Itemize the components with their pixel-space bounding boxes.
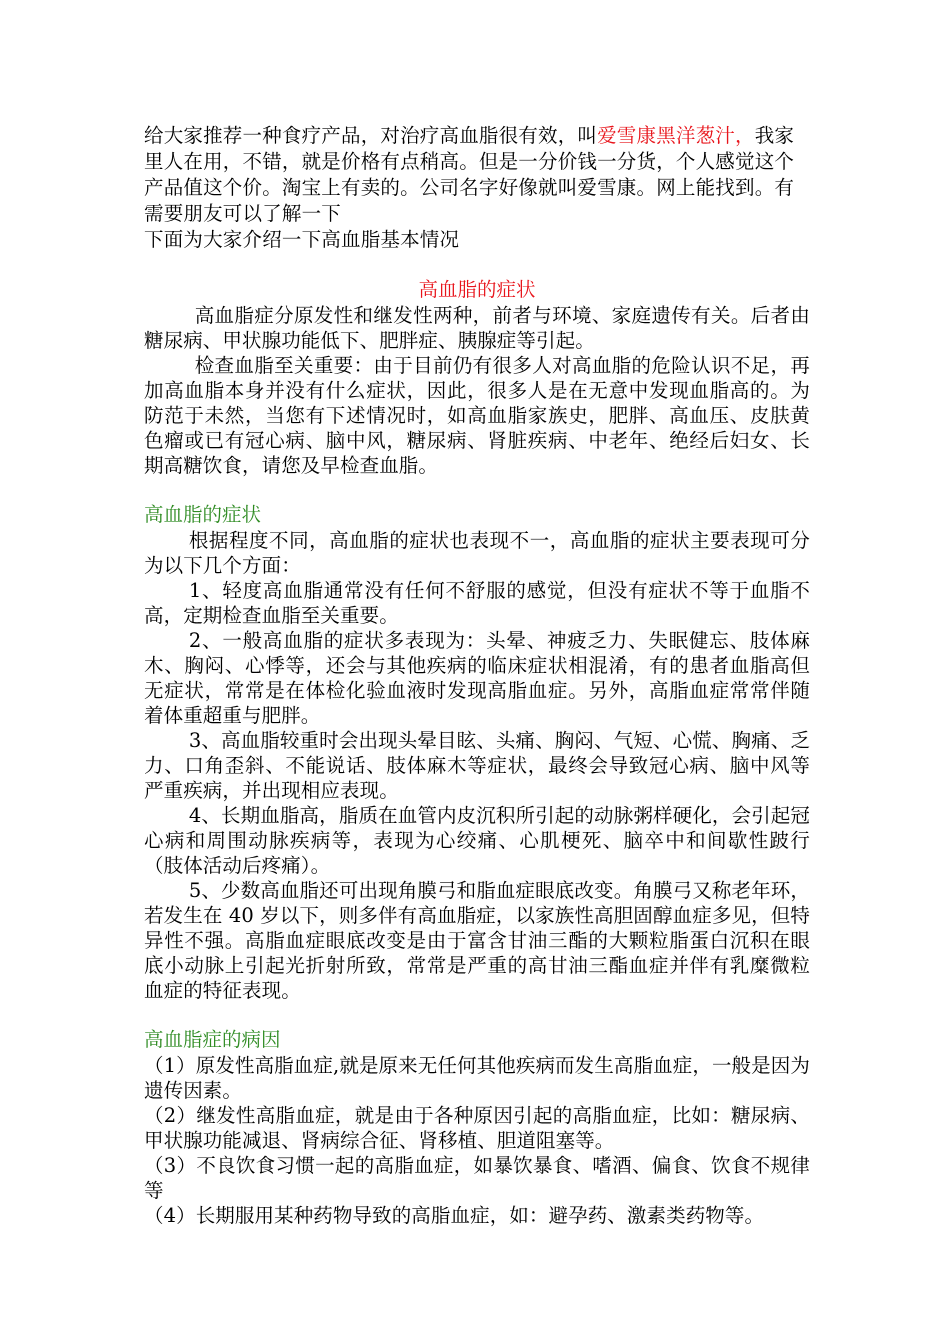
section2-item-3: 3、高血脂较重时会出现头晕目眩、头痛、胸闷、气短、心慌、胸痛、乏力、口角歪斜、不能说话、肢体麻木等症状，最终会导致冠心病、脑中风等严重疾病，并出现相应表现。 <box>144 729 810 802</box>
section2-item-1: 1、轻度高血脂通常没有任何不舒服的感觉，但没有症状不等于血脂不高，定期检查血脂至关重要。 <box>144 579 810 627</box>
section2-lead: 根据程度不同，高血脂的症状也表现不一，高血脂的症状主要表现可分为以下几个方面： <box>144 529 810 577</box>
intro-paragraph <box>144 123 810 227</box>
intro-block <box>144 123 810 253</box>
section3-item-4: （4）长期服用某种药物导致的高脂血症，如：避孕药、激素类药物等。 <box>144 1204 765 1227</box>
spacer <box>144 478 810 502</box>
spacer <box>144 1003 810 1027</box>
product-name: 爱雪康黑洋葱汁 <box>597 124 736 147</box>
section2-item-4: 4、长期血脂高，脂质在血管内皮沉积所引起的动脉粥样硬化，会引起冠心病和周围动脉疾病等，表现为心绞痛、心肌梗死、脑卒中和间歇性跛行（肢体活动后疼痛）。 <box>144 804 810 877</box>
section3-title: 高血脂症的病因 <box>144 1028 281 1051</box>
product-comma: ， <box>735 124 755 147</box>
section1-paragraph-1: 高血脂症分原发性和继发性两种，前者与环境、家庭遗传有关。后者由糖尿病、甲状腺功能低下、肥胖症、胰腺症等引起。 <box>144 304 810 352</box>
section2-item-5: 5、少数高血脂还可出现角膜弓和脂血症眼底改变。角膜弓又称老年环，若发生在 40 岁以下，则多伴有高血脂症，以家族性高胆固醇血症多见，但特异性不强。高脂血症眼底改变是由于富含甘油三酯的大颗粒脂蛋白沉积在眼底小动脉上引起光折射所致，常常是严重的高甘油三酯血症并伴有乳糜微粒血症的特征表现。 <box>144 879 810 1002</box>
intro-lead: 下面为大家介绍一下高血脂基本情况 <box>144 228 460 251</box>
intro-text-after: 我家里人在用，不错，就是价格有点稍高。但是一分价钱一分货，个人感觉这个产品值这个价。淘宝上有卖的。公司名字好像就叫爱雪康。网上能找到。有需要朋友可以了解一下 <box>144 124 795 225</box>
section3-item-1: （1）原发性高脂血症,就是原来无任何其他疾病而发生高脂血症，一般是因为遗传因素。 <box>144 1054 810 1102</box>
section2-title: 高血脂的症状 <box>144 503 262 526</box>
section1-title: 高血脂的症状 <box>418 278 536 301</box>
section2-item-2: 2、一般高血脂的症状多表现为：头晕、神疲乏力、失眠健忘、肢体麻木、胸闷、心悸等，还会与其他疾病的临床症状相混淆，有的患者血脂高但无症状，常常是在体检化验血液时发现高脂血症。另外，高脂血症常常伴随着体重超重与肥胖。 <box>144 629 810 727</box>
section3-item-2: （2）继发性高脂血症，就是由于各种原因引起的高脂血症，比如：糖尿病、甲状腺功能减退、肾病综合征、肾移植、胆道阻塞等。 <box>144 1104 810 1152</box>
section3-item-3: （3）不良饮食习惯一起的高脂血症，如暴饮暴食、嗜酒、偏食、饮食不规律等 <box>144 1154 810 1202</box>
intro-text-before: 给大家推荐一种食疗产品，对治疗高血脂很有效，叫 <box>144 124 598 147</box>
section1-paragraph-2: 检查血脂至关重要：由于目前仍有很多人对高血脂的危险认识不足，再加高血脂本身并没有什么症状，因此，很多人是在无意中发现血脂高的。为防范于未然，当您有下述情况时，如高血脂家族史，肥胖、高血压、皮肤黄色瘤或已有冠心病、脑中风，糖尿病、肾脏疾病、中老年、绝经后妇女、长期高糖饮食，请您及早检查血脂。 <box>144 354 810 477</box>
